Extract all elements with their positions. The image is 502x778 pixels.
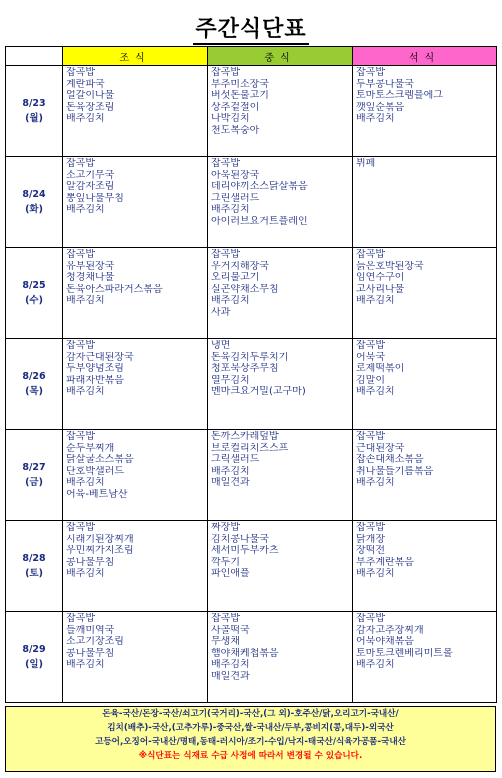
breakfast-dish: 잡곡밥 <box>66 613 95 624</box>
lunch-cell <box>208 157 353 248</box>
breakfast-dish: 콩나물무침 <box>66 647 115 659</box>
lunch-dish: 청포묵상추무침 <box>211 363 279 374</box>
breakfast-dish: 배추김치 <box>66 204 105 215</box>
page-title-text: 주간식단표 <box>193 17 308 45</box>
breakfast-dish: 단호박샐러드 <box>66 465 124 477</box>
dinner-dish: 취나물들기름볶음 <box>356 465 434 477</box>
lunch-dish: 아이러브요거트플레인 <box>211 215 308 227</box>
lunch-dish: 잡곡밥 <box>211 67 240 78</box>
breakfast-cell <box>63 339 208 430</box>
lunch-header: 중식 <box>208 47 353 66</box>
breakfast-dish: 배추김치 <box>66 386 105 397</box>
breakfast-dish: 청경채나물 <box>66 272 115 283</box>
breakfast-dish: 두부양념조림 <box>66 363 124 374</box>
dinner-cell <box>353 612 497 703</box>
lunch-cell <box>208 521 353 612</box>
date-header <box>6 47 63 66</box>
lunch-dish: 아욱된장국 <box>211 169 260 181</box>
dinner-dish: 배추김치 <box>356 386 395 397</box>
day-date-cell <box>6 157 63 248</box>
dinner-dish: 김말이 <box>356 374 385 386</box>
dinner-dish: 배추김치 <box>356 568 395 579</box>
day-row <box>6 521 497 612</box>
day-weekday: (화) <box>25 204 43 215</box>
breakfast-cell <box>63 430 208 521</box>
breakfast-dish: 잡곡밥 <box>66 522 95 533</box>
origin-line-1: 돈육-국산/돈장-국산/쇠고기(국거리)-국산,(그 외)-호주산/닭,오리고기-국내산/ <box>102 709 399 719</box>
lunch-dish: 매일견과 <box>211 670 250 682</box>
day-date: 8/28 <box>22 553 46 564</box>
lunch-dish: 버섯돈불고기 <box>211 90 269 101</box>
dinner-dish: 깻잎순볶음 <box>356 101 405 113</box>
breakfast-dish: 잡곡밥 <box>66 249 95 260</box>
day-weekday: (목) <box>25 386 43 397</box>
breakfast-dish: 잡곡밥 <box>66 67 95 78</box>
dinner-cell <box>353 521 497 612</box>
breakfast-dish: 닭살굴소스볶음 <box>66 454 134 465</box>
dinner-dish: 잡곡밥 <box>356 67 385 78</box>
breakfast-dish: 콩나물무침 <box>66 556 115 568</box>
lunch-cell <box>208 248 353 339</box>
lunch-dish: 사과 <box>211 306 231 318</box>
dinner-cell <box>353 339 497 430</box>
day-date-cell <box>6 612 63 703</box>
breakfast-dish: 파래자반볶음 <box>66 374 124 386</box>
lunch-dish: 파인애플 <box>211 568 250 579</box>
dinner-dish: 토마토스크렘블에그 <box>356 90 443 101</box>
day-date: 8/29 <box>22 644 46 655</box>
lunch-dish: 잡곡밥 <box>211 158 240 169</box>
dinner-cell <box>353 248 497 339</box>
breakfast-cell <box>63 612 208 703</box>
breakfast-dish: 배추김치 <box>66 295 105 306</box>
day-date: 8/26 <box>22 371 46 382</box>
dinner-dish: 잡곡밥 <box>356 249 385 260</box>
lunch-cell <box>208 612 353 703</box>
breakfast-dish: 뽕잎나물무침 <box>66 192 124 204</box>
day-weekday: (수) <box>25 295 43 306</box>
breakfast-cell <box>63 157 208 248</box>
lunch-dish: 배추김치 <box>211 465 250 477</box>
lunch-dish: 열무김치 <box>211 374 250 386</box>
breakfast-dish: 우민찌가지조림 <box>66 545 134 556</box>
dinner-dish: 장떡전 <box>356 545 385 556</box>
dinner-dish: 잡곡밥 <box>356 522 385 533</box>
breakfast-dish: 유부된장국 <box>66 260 115 272</box>
day-row <box>6 157 497 248</box>
day-date: 8/23 <box>22 98 46 109</box>
dinner-dish: 배추김치 <box>356 113 395 124</box>
day-date-cell <box>6 248 63 339</box>
menu-header-row <box>6 47 497 66</box>
breakfast-dish: 순두부찌개 <box>66 442 115 454</box>
lunch-dish: 브로컬리치즈스프 <box>211 442 289 454</box>
day-date: 8/25 <box>22 280 46 291</box>
dinner-dish: 잡곡밥 <box>356 431 385 442</box>
dinner-header: 석식 <box>353 47 497 66</box>
dinner-dish: 토마토크렌베리미트볼 <box>356 647 453 659</box>
lunch-dish: 짜장밥 <box>211 522 240 533</box>
lunch-dish: 세서미두부카츠 <box>211 545 279 556</box>
breakfast-dish: 배추김치 <box>66 477 105 488</box>
breakfast-dish: 잡곡밥 <box>66 158 95 169</box>
dinner-dish: 부추계란볶음 <box>356 556 414 568</box>
lunch-dish: 오리불고기 <box>211 272 260 283</box>
day-row <box>6 248 497 339</box>
lunch-dish: 배추김치 <box>211 204 250 215</box>
breakfast-dish: 어육-베트남산 <box>66 488 128 500</box>
dinner-dish: 잡곡밥 <box>356 613 385 624</box>
day-date-cell <box>6 430 63 521</box>
lunch-dish: 잡곡밥 <box>211 613 240 624</box>
lunch-dish: 잡곡밥 <box>211 249 240 260</box>
day-weekday: (금) <box>25 477 43 488</box>
dinner-dish: 임연수구이 <box>356 272 405 283</box>
dinner-dish: 어묵야채볶음 <box>356 636 414 647</box>
lunch-dish: 배추김치 <box>211 659 250 670</box>
origin-line-3: 고등어,오징어-국내산/명태,동태-러시아/조기-수입/낙지-태국산/식육가공품-국내산 <box>95 737 406 747</box>
page-title <box>0 12 502 43</box>
dinner-dish: 배추김치 <box>356 295 395 306</box>
lunch-cell <box>208 66 353 157</box>
dinner-dish: 어묵국 <box>356 351 385 363</box>
weekly-menu-table <box>5 46 497 703</box>
menu-change-notice: ※식단표는 식재료 수급 사정에 따라서 변경될 수 있습니다. <box>138 751 363 761</box>
lunch-dish: 깍두기 <box>211 556 240 568</box>
lunch-dish: 돈까스카레덮밥 <box>211 431 279 442</box>
breakfast-dish: 돈육아스파라거스볶음 <box>66 283 163 295</box>
breakfast-dish: 배추김치 <box>66 659 105 670</box>
breakfast-dish: 돈육장조림 <box>66 101 115 113</box>
lunch-dish: 매일견과 <box>211 477 250 488</box>
dinner-dish: 고사리나물 <box>356 283 405 295</box>
day-row <box>6 612 497 703</box>
dinner-cell <box>353 66 497 157</box>
day-date-cell <box>6 339 63 430</box>
lunch-dish: 햄야채케첩볶음 <box>211 647 279 659</box>
breakfast-cell <box>63 248 208 339</box>
breakfast-dish: 잡곡밥 <box>66 340 95 351</box>
lunch-dish: 상추겉절이 <box>211 101 260 113</box>
lunch-dish: 무생채 <box>211 636 240 647</box>
breakfast-dish: 알감자조림 <box>66 181 115 192</box>
dinner-dish: 배추김치 <box>356 659 395 670</box>
breakfast-dish: 소고기장조림 <box>66 636 124 647</box>
breakfast-dish: 소고기무국 <box>66 169 115 181</box>
lunch-dish: 멘마크요거밀(고구마) <box>211 386 306 397</box>
lunch-dish: 데리야끼소스닭살볶음 <box>211 181 308 192</box>
day-weekday: (토) <box>25 568 43 579</box>
day-date-cell <box>6 521 63 612</box>
dinner-dish: 잡곡밥 <box>356 340 385 351</box>
breakfast-cell <box>63 521 208 612</box>
lunch-dish: 부추미소장국 <box>211 78 269 90</box>
lunch-cell <box>208 430 353 521</box>
dinner-dish: 로제떡볶이 <box>356 363 405 374</box>
day-row <box>6 66 497 157</box>
lunch-dish: 김치콩나물국 <box>211 533 269 545</box>
lunch-dish: 사골떡국 <box>211 624 250 636</box>
breakfast-dish: 들깨미역국 <box>66 624 115 636</box>
lunch-dish: 실곤약채소무침 <box>211 283 279 295</box>
dinner-cell <box>353 157 497 248</box>
dinner-cell <box>353 430 497 521</box>
dinner-dish: 배추김치 <box>356 477 395 488</box>
dinner-dish: 두부콩나물국 <box>356 78 414 90</box>
day-date: 8/27 <box>22 462 46 473</box>
lunch-dish: 그릭샐러드 <box>211 454 260 465</box>
day-date: 8/24 <box>22 189 46 200</box>
lunch-dish: 배추김치 <box>211 295 250 306</box>
breakfast-dish: 시래기된장찌개 <box>66 533 134 545</box>
breakfast-cell <box>63 66 208 157</box>
breakfast-dish: 잡곡밥 <box>66 431 95 442</box>
lunch-dish: 그린샐러드 <box>211 192 260 204</box>
lunch-dish: 나박김치 <box>211 113 250 124</box>
breakfast-dish: 얼갈이나물 <box>66 90 115 101</box>
menu-body <box>6 66 497 703</box>
lunch-dish: 돈육김치두루치기 <box>211 351 289 363</box>
origin-line-2: 김치(배추)-국산,(고추가루)-중국산,쌀-국내산/두부,콩비지(콩,대두)-외국산 <box>107 723 394 733</box>
breakfast-header: 조식 <box>63 47 208 66</box>
day-row <box>6 339 497 430</box>
lunch-cell <box>208 339 353 430</box>
lunch-dish: 천도복숭아 <box>211 124 260 136</box>
day-date-cell <box>6 66 63 157</box>
dinner-dish: 늙은호박된장국 <box>356 260 424 272</box>
breakfast-dish: 배추김치 <box>66 568 105 579</box>
lunch-dish: 우거지해장국 <box>211 260 269 272</box>
breakfast-dish: 배추김치 <box>66 113 105 124</box>
breakfast-dish: 계란파국 <box>66 78 105 90</box>
dinner-dish: 근대된장국 <box>356 442 405 454</box>
origin-info-box <box>5 706 496 772</box>
dinner-dish: 닭개장 <box>356 533 385 545</box>
dinner-dish: 뷔페 <box>356 158 376 169</box>
lunch-dish: 냉면 <box>211 340 231 351</box>
breakfast-dish: 감자근대된장국 <box>66 351 134 363</box>
dinner-dish: 감자고추장찌개 <box>356 624 424 636</box>
day-weekday: (월) <box>25 113 43 124</box>
day-weekday: (일) <box>25 659 43 670</box>
day-row <box>6 430 497 521</box>
dinner-dish: 잡손대채소볶음 <box>356 454 424 465</box>
